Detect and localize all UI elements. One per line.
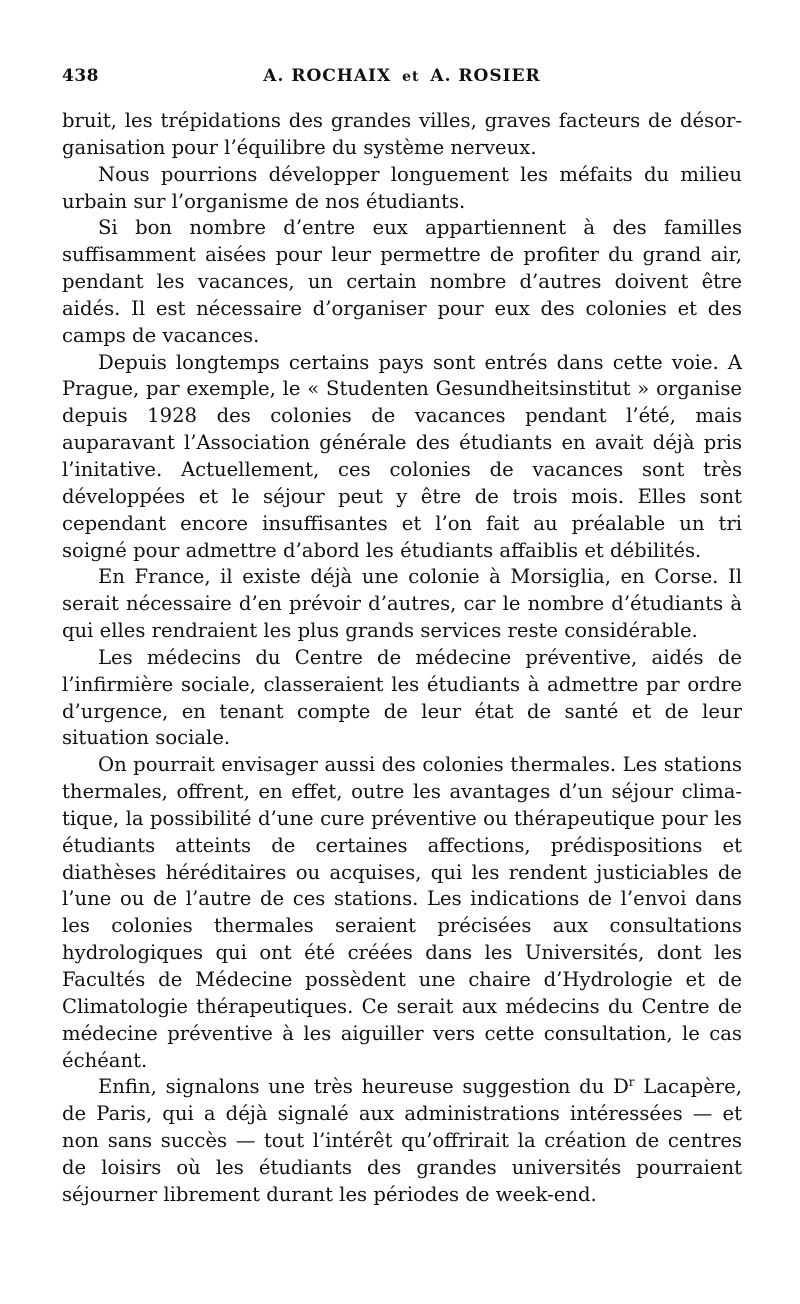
paragraph-4: Depuis longtemps certains pays sont entrés dans cette voie. A Prague, par exemple, le « Studenten Gesundheitsinstitut » organise depuis 1928 des colonies de vacances pendant l’été, mais auparavant l’Association générale des étudiants en avait déjà pris l’initative. Actuellement, ces colonies de vacances sont très développées et le séjour peut y être de trois mois. Elles sont cependant encore insuffisantes et l’on fait au préalable un tri soigné pour admettre d’abord les étudiants affaiblis et débilités. xyxy=(62,350,742,562)
author-1: A. ROCHAIX xyxy=(263,66,392,86)
paragraph-8-end: Lacapère, de Paris, qui a déjà signalé aux administrations intéressées — et non sans succès — tout l’intérêt qu’offrirait la création de centres de loisirs où les étudiants des grandes universités pourraient séjourner librement durant les périodes de week-end. xyxy=(62,1075,742,1206)
page-header xyxy=(62,66,742,94)
paragraph-8-start: Enfin, signalons une très heureuse suggestion du D xyxy=(98,1075,629,1099)
body-text xyxy=(62,108,742,1209)
paragraph-2: Nous pourrions développer longuement les méfaits du milieu urbain sur l’organisme de nos étudiants. xyxy=(62,162,742,213)
paragraph-8 xyxy=(62,1074,742,1208)
running-head-authors xyxy=(62,66,742,86)
paragraph-3: Si bon nombre d’entre eux appartiennent à des familles suffisamment aisées pour leur permettre de profiter du grand air, pendant les vacances, un certain nombre d’autres doivent être aidés. Il est nécessaire d’organiser pour eux des colonies et des camps de vacances. xyxy=(62,216,742,347)
doctor-title-superscript: r xyxy=(628,1075,635,1090)
page-number: 438 xyxy=(62,66,99,86)
paragraph-5: En France, il existe déjà une colonie à Morsiglia, en Corse. Il serait nécessaire d’en prévoir d’autres, car le nombre d’étudiants à qui elles rendraient les plus grands services reste considérable. xyxy=(62,565,742,643)
paragraph-6: Les médecins du Centre de médecine préventive, aidés de l’infirmière sociale, classeraient les étudiants à admettre par ordre d’urgence, en tenant compte de leur état de santé et de leur situation sociale. xyxy=(62,645,742,750)
paragraph-1: bruit, les trépidations des grandes villes, graves facteurs de désorganisation pour l’équilibre du système nerveux. xyxy=(62,109,742,159)
paragraph-7: On pourrait envisager aussi des colonies thermales. Les stations thermales, offrent, en effet, outre les avantages d’un séjour climatique, la possibilité d’une cure préventive ou thérapeutique pour les étudiants atteints de certaines affections, prédispositions et diathèses héréditaires ou acquises, qui les rendent justiciables de l’une ou de l’autre de ces stations. Les indications de l’envoi dans les colonies thermales seraient précisées aux consultations hydrologiques qui ont été créées dans les Universités, dont les Facultés de Médecine possèdent une chaire d’Hydrologie et de Climatologie thérapeutiques. Ce serait aux médecins du Centre de médecine préventive à les aiguiller vers cette consultation, le cas échéant. xyxy=(62,753,742,1072)
author-2: A. ROSIER xyxy=(430,66,541,86)
author-connector: et xyxy=(402,69,420,85)
